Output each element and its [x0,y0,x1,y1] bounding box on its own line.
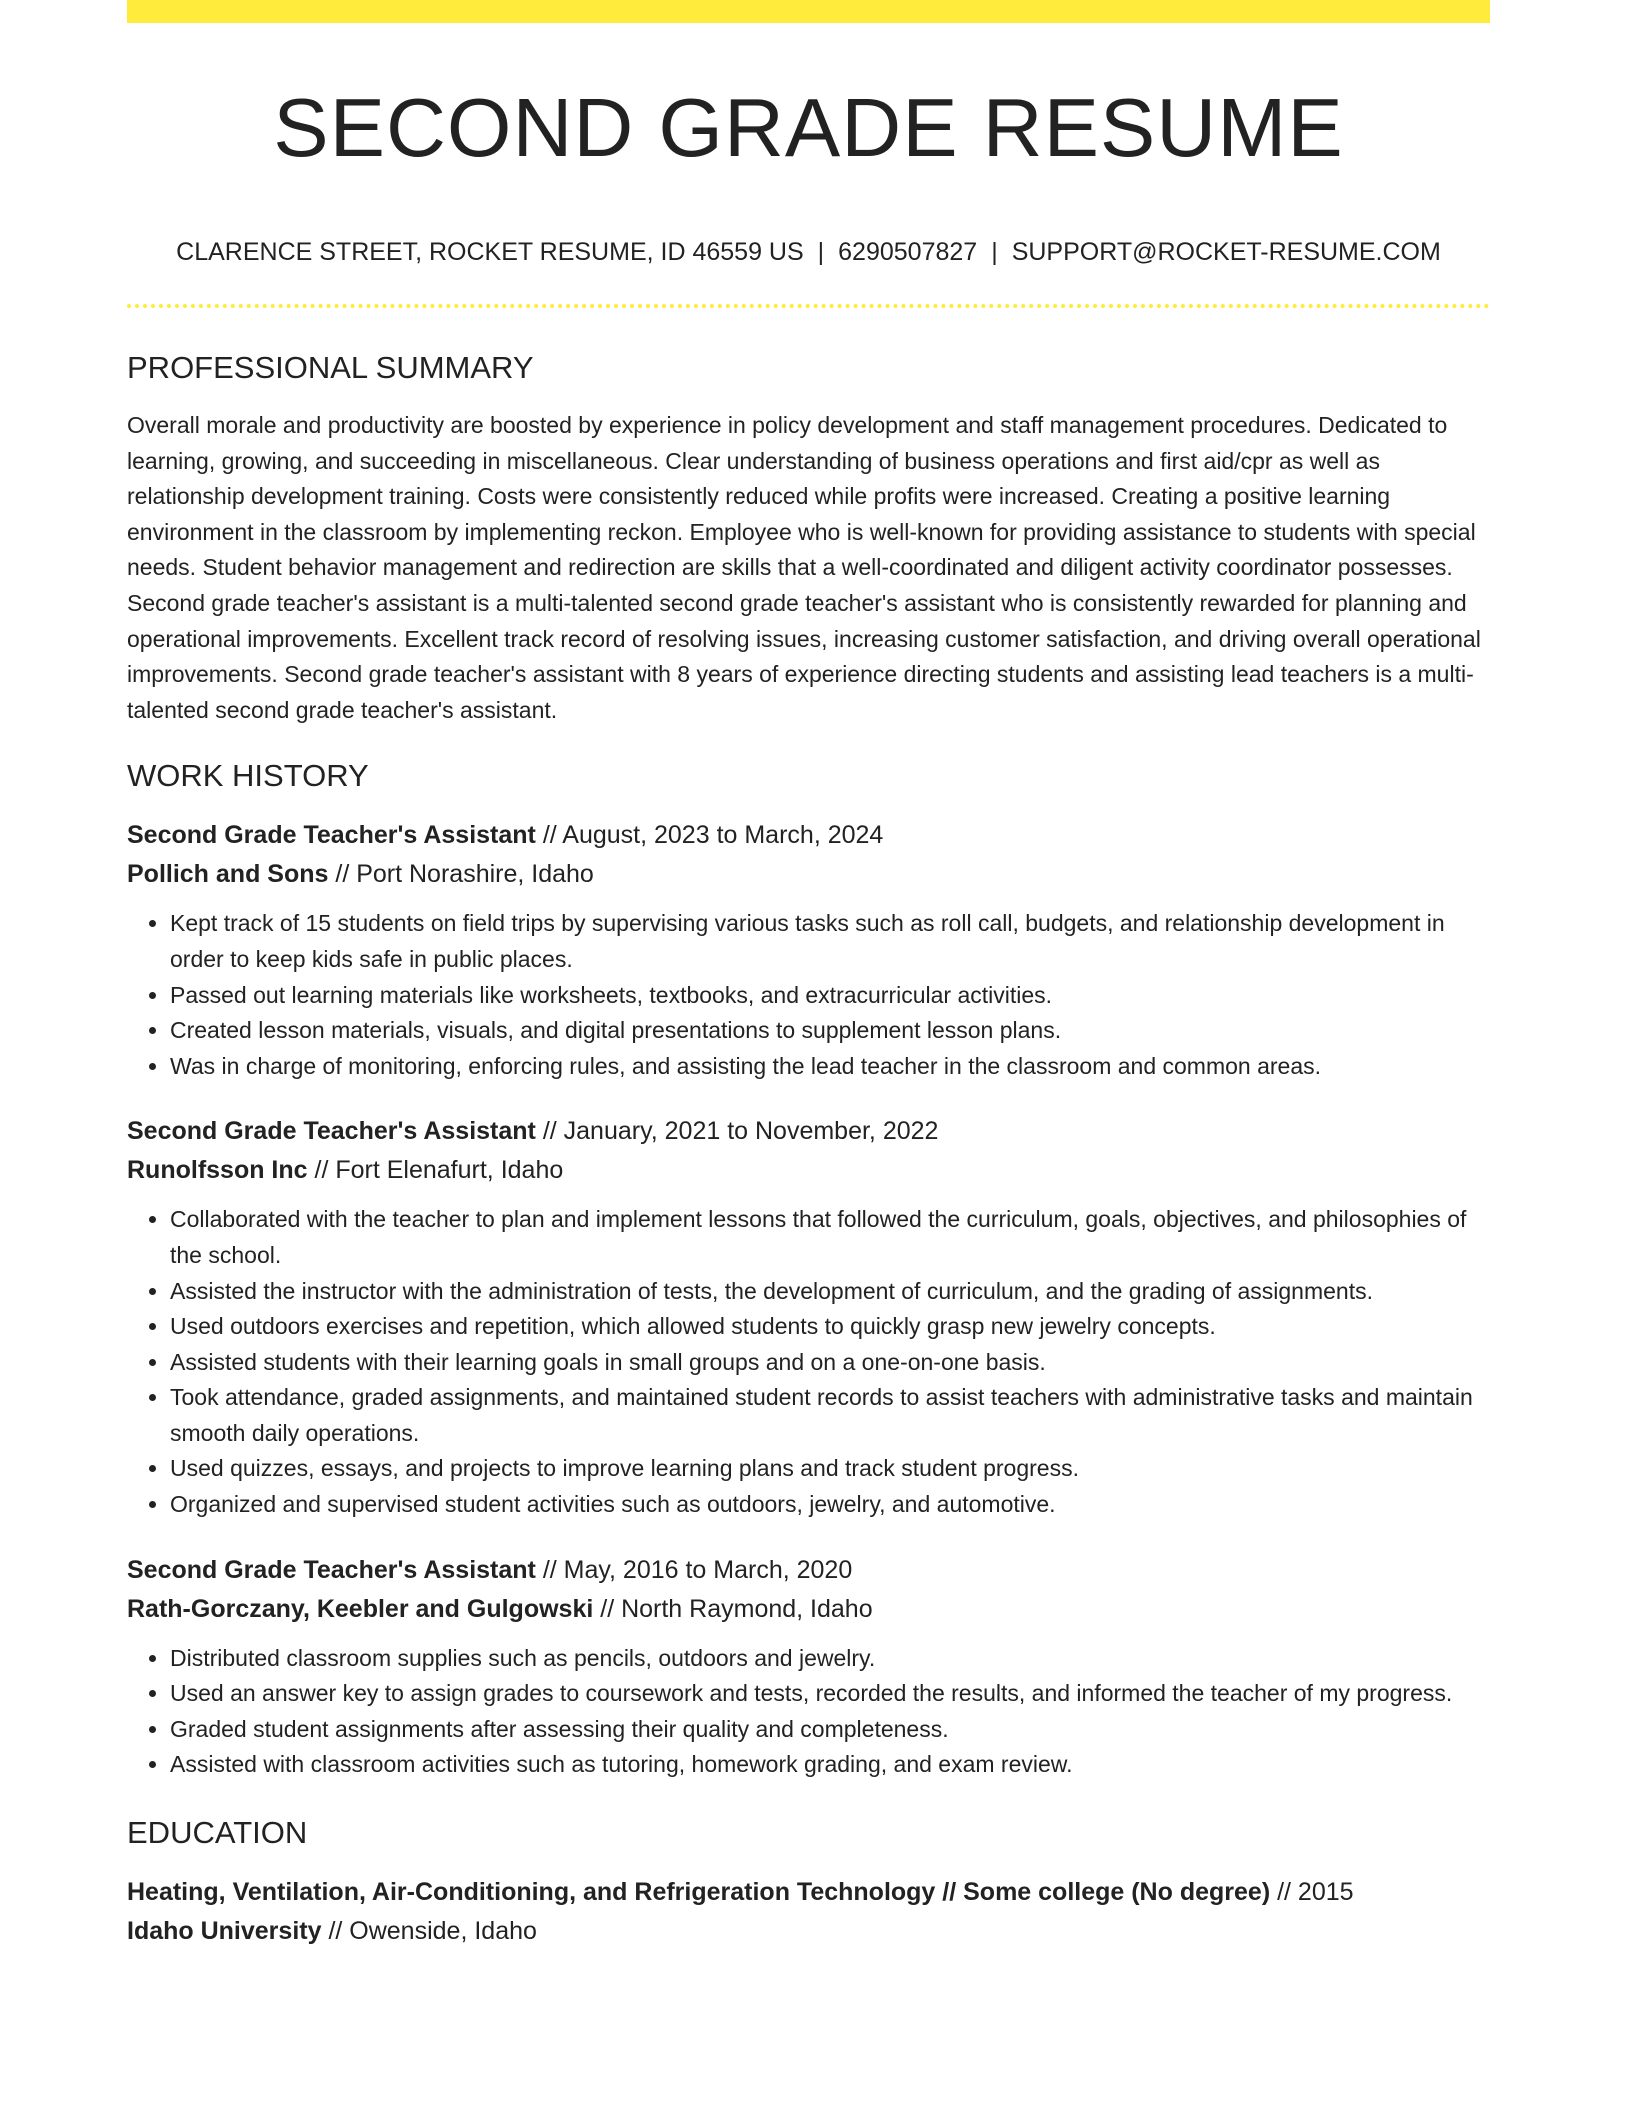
section-title-work-history: WORK HISTORY [127,758,369,794]
phone: 6290507827 [838,238,978,266]
job-company: Runolfsson Inc [127,1156,308,1185]
job-company-line [127,1151,1490,1190]
section-title-summary: PROFESSIONAL SUMMARY [127,350,534,385]
job-location: // North Raymond, Idaho [593,1594,873,1623]
job-company: Rath-Gorczany, Keebler and Gulgowski [127,1594,594,1623]
job-bullet: • Kept track of 15 students on field trips by supervising various tasks such as roll call, budgets, and relationship development in order to keep kids safe in public places. [170,906,1490,977]
job-bullets [127,1641,1490,1783]
job-company-line [127,855,1490,894]
job-dates: // May, 2016 to March, 2020 [535,1555,853,1584]
job-bullet: • Assisted the instructor with the administration of tests, the development of curriculum, and the grading of assignments. [170,1274,1490,1310]
education-section [127,1811,1490,1951]
education-degree: Heating, Ventilation, Air-Conditioning, and Refrigeration Technology // Some college (No degree) [127,1878,1271,1907]
job-entry [127,1551,1490,1783]
job-bullet: • Took attendance, graded assignments, and maintained student records to assist teachers with administrative tasks and maintain smooth daily operations. [170,1380,1490,1451]
job-bullet: • Passed out learning materials like worksheets, textbooks, and extracurricular activities. [170,978,1490,1014]
section-title-education: EDUCATION [127,1815,308,1851]
job-dates: // January, 2021 to November, 2022 [535,1117,939,1146]
job-company: Pollich and Sons [127,860,329,889]
job-bullet: • Used quizzes, essays, and projects to improve learning plans and track student progress. [170,1451,1490,1487]
job-entry [127,816,1490,1084]
resume-content [127,346,1490,1951]
email: SUPPORT@ROCKET-RESUME.COM [1011,238,1441,266]
education-school: Idaho University [127,1917,322,1946]
job-location: // Port Norashire, Idaho [328,860,594,889]
job-bullet: • Collaborated with the teacher to plan and implement lessons that followed the curriculum, goals, objectives, and philosophies of the school. [170,1202,1490,1273]
education-school-line [127,1912,1490,1951]
job-bullets [127,1202,1490,1522]
job-role-line [127,1551,1490,1590]
job-role: Second Grade Teacher's Assistant [127,1555,536,1584]
job-role: Second Grade Teacher's Assistant [127,821,536,850]
job-bullets [127,906,1490,1084]
contact-separator: | [991,238,998,266]
job-bullet: • Assisted with classroom activities such as tutoring, homework grading, and exam review. [170,1747,1490,1783]
job-dates: // August, 2023 to March, 2024 [535,821,884,850]
contact-line [127,235,1490,269]
dotted-divider [127,304,1490,308]
education-degree-line [127,1873,1490,1912]
job-bullet: • Was in charge of monitoring, enforcing rules, and assisting the lead teacher in the classroom and common areas. [170,1049,1490,1085]
summary-section [127,346,1490,728]
summary-text: Overall morale and productivity are boosted by experience in policy development and staff management procedures. Dedicated to learning, growing, and succeeding in miscellaneous. Clear understanding of business operations and first aid/cpr as well as relationship development training. Costs were consistently reduced while profits were increased. Creating a positive learning environment in the classroom by implementing reckon. Employee who is well-known for providing assistance to students with special needs. Student behavior management and redirection are skills that a well-coordinated and diligent activity coordinator possesses. Second grade teacher's assistant is a multi-talented second grade teacher's assistant who is consistently rewarded for planning and operational improvements. Excellent track record of resolving issues, increasing customer satisfaction, and driving overall operational improvements. Second grade teacher's assistant with 8 years of experience directing students and assisting lead teachers is a multi-talented second grade teacher's assistant. [127,412,1481,723]
job-bullet: • Distributed classroom supplies such as pencils, outdoors and jewelry. [170,1641,1490,1677]
job-bullet: • Organized and supervised student activities such as outdoors, jewelry, and automotive. [170,1487,1490,1523]
job-bullet: • Used outdoors exercises and repetition, which allowed students to quickly grasp new jewelry concepts. [170,1309,1490,1345]
education-year: // 2015 [1270,1878,1354,1907]
education-location: // Owenside, Idaho [321,1917,537,1946]
work-history-section [127,754,1490,1783]
job-bullet: • Assisted students with their learning goals in small groups and on a one-on-one basis. [170,1345,1490,1381]
resume-title: SECOND GRADE RESUME [273,81,1344,174]
job-role: Second Grade Teacher's Assistant [127,1117,536,1146]
address: CLARENCE STREET, ROCKET RESUME, ID 46559 US [176,238,804,266]
job-location: // Fort Elenafurt, Idaho [307,1156,564,1185]
job-bullet: • Created lesson materials, visuals, and digital presentations to supplement lesson plans. [170,1013,1490,1049]
accent-bar [127,0,1490,23]
contact-separator: | [817,238,825,266]
job-role-line [127,1112,1490,1151]
job-entry [127,1112,1490,1522]
job-bullet: • Graded student assignments after assessing their quality and completeness. [170,1712,1490,1748]
job-company-line [127,1590,1490,1629]
job-role-line [127,816,1490,855]
job-bullet: • Used an answer key to assign grades to coursework and tests, recorded the results, and informed the teacher of my progress. [170,1676,1490,1712]
